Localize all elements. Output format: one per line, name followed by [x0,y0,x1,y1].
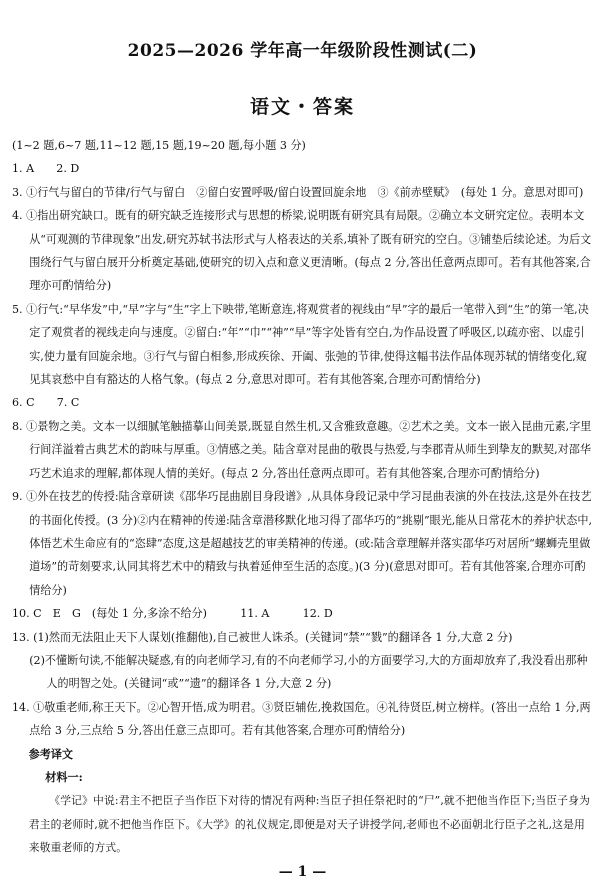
answer-q1-2: 1. A 2. D [12,162,80,176]
answer-q3: 3. ①行气与留白的节律/行气与留白 ②留白安置呼吸/留白设置回旋余地 ③《前赤壁赋》 (每处 1 分。意思对即可) [12,185,584,199]
answer-q14: 14. ①敬重老师,称王天下。②心智开悟,成为明君。③贤臣辅佐,挽救国危。④礼待贤臣,树立榜样。(答出一点给 1 分,两点给 3 分,三点给 5 分,答出任意三点即可。若有其他答案,合理亦可酌情给分) [12,700,591,738]
answer-q4: 4. ①指出研究缺口。既有的研究缺乏连接形式与思想的桥梁,说明既有研究具有局限。②确立本文研究定位。表明本文从“可观测的节律现象”出发,研究苏轼书法形式与人格表达的关系,填补了既有研究的空白。③铺垫后续论述。为后文围绕行气与留白展开分析奠定基础,使研究的切入点和意义更清晰。(每点 2 分,答出任意两点即可。若有其他答案,合理亦可酌情给分) [12,209,592,293]
answer-q10-12: 10. C E G (每处 1 分,多涂不给分) 11. A 12. D [12,607,333,621]
page-number: — 1 — [278,864,327,880]
material-one-heading: 材料一: [45,770,83,784]
reference-translation-heading: 参考译文 [28,747,74,761]
answer-content [12,134,595,860]
answer-q6-7: 6. C 7. C [12,396,80,410]
answer-q8: 8. ①景物之美。文本一以细腻笔触描摹山间美景,既显自然生机,又含雅致意趣。②艺术之美。文本一嵌入昆曲元素,字里行间洋溢着古典艺术的韵味与厚重。③情感之美。陆含章对昆曲的敬畏与热爱,与李郡青从师生到挚友的默契,对邵华巧艺术追求的理解,都体现人情的美好。(每点 2 分,答出任意两点即可。若有其他答案,合理亦可酌情给分) [12,419,592,480]
translation-paragraph: 《学记》中说:君主不把臣子当作臣下对待的情况有两种:当臣子担任祭祀时的“尸”,就不把他当作臣下;当臣子身为君主的老师时,就不把他当作臣下。《大学》的礼仪规定,即便是对天子讲授学问,老师也不必面朝北行臣子之礼,这是用来敬重老师的方式。 [28,794,591,855]
answer-q13-2: (2)不懂断句读,不能解决疑惑,有的向老师学习,有的不向老师学习,小的方面要学习,大的方面却放弃了,我没看出那种人的明智之处。(关键词“或”“遗”的翻译各 1 分,大意 2 分) [29,653,588,691]
page-title: 2025—2026 学年高一年级阶段性测试(二) [127,41,478,61]
answer-q5: 5. ①行气:“早华发”中,“早”字与“生”字上下映带,笔断意连,将观赏者的视线由“早”字的最后一笔带入到“生”的第一笔,决定了观赏者的视线走向与速度。②留白:“年”“巾”“神”“早”等字处皆有空白,为作品设置了呼吸区,以疏亦密、以虚引实,使力量有回旋余地。③行气与留白相参,形成疾徐、开阖、张弛的节律,使得这幅书法作品体现苏轼的情绪变化,窥见其哀愁中自有豁达的人格气象。(每点 2 分,意思对即可。若有其他答案,合理亦可酌情给分) [12,302,589,387]
answer-q9: 9. ①外在技艺的传授:陆含章研读《邵华巧昆曲剧目身段谱》,从具体身段记录中学习昆曲表演的外在技法,这是外在技艺的书面化传授。(3 分)②内在精神的传递:陆含章潜移默化地习得了邵华巧的“挑剔”眼光,能从日常花木的养护状态中,体悟艺术生命应有的“恣肆”态度,这是超越技艺的审美精神的传递。(或:陆含章理解并落实邵华巧对居所“螺蛳壳里做道场”的苛刻要求,认同其将艺术中的精致与执着延伸至生活的态度。)(3 分)(意思对即可。若有其他答案,合理亦可酌情给分) [12,490,592,597]
scoring-note: (1~2 题,6~7 题,11~12 题,15 题,19~20 题,每小题 3 分) [12,139,306,152]
page-subtitle: 语文・答案 [249,96,355,118]
answer-q13-1: 13. (1)然而无法阻止天下人谋划(推翻他),自己被世人诛杀。(关键词“禁”“戮”的翻译各 1 分,大意 2 分) [12,630,513,644]
